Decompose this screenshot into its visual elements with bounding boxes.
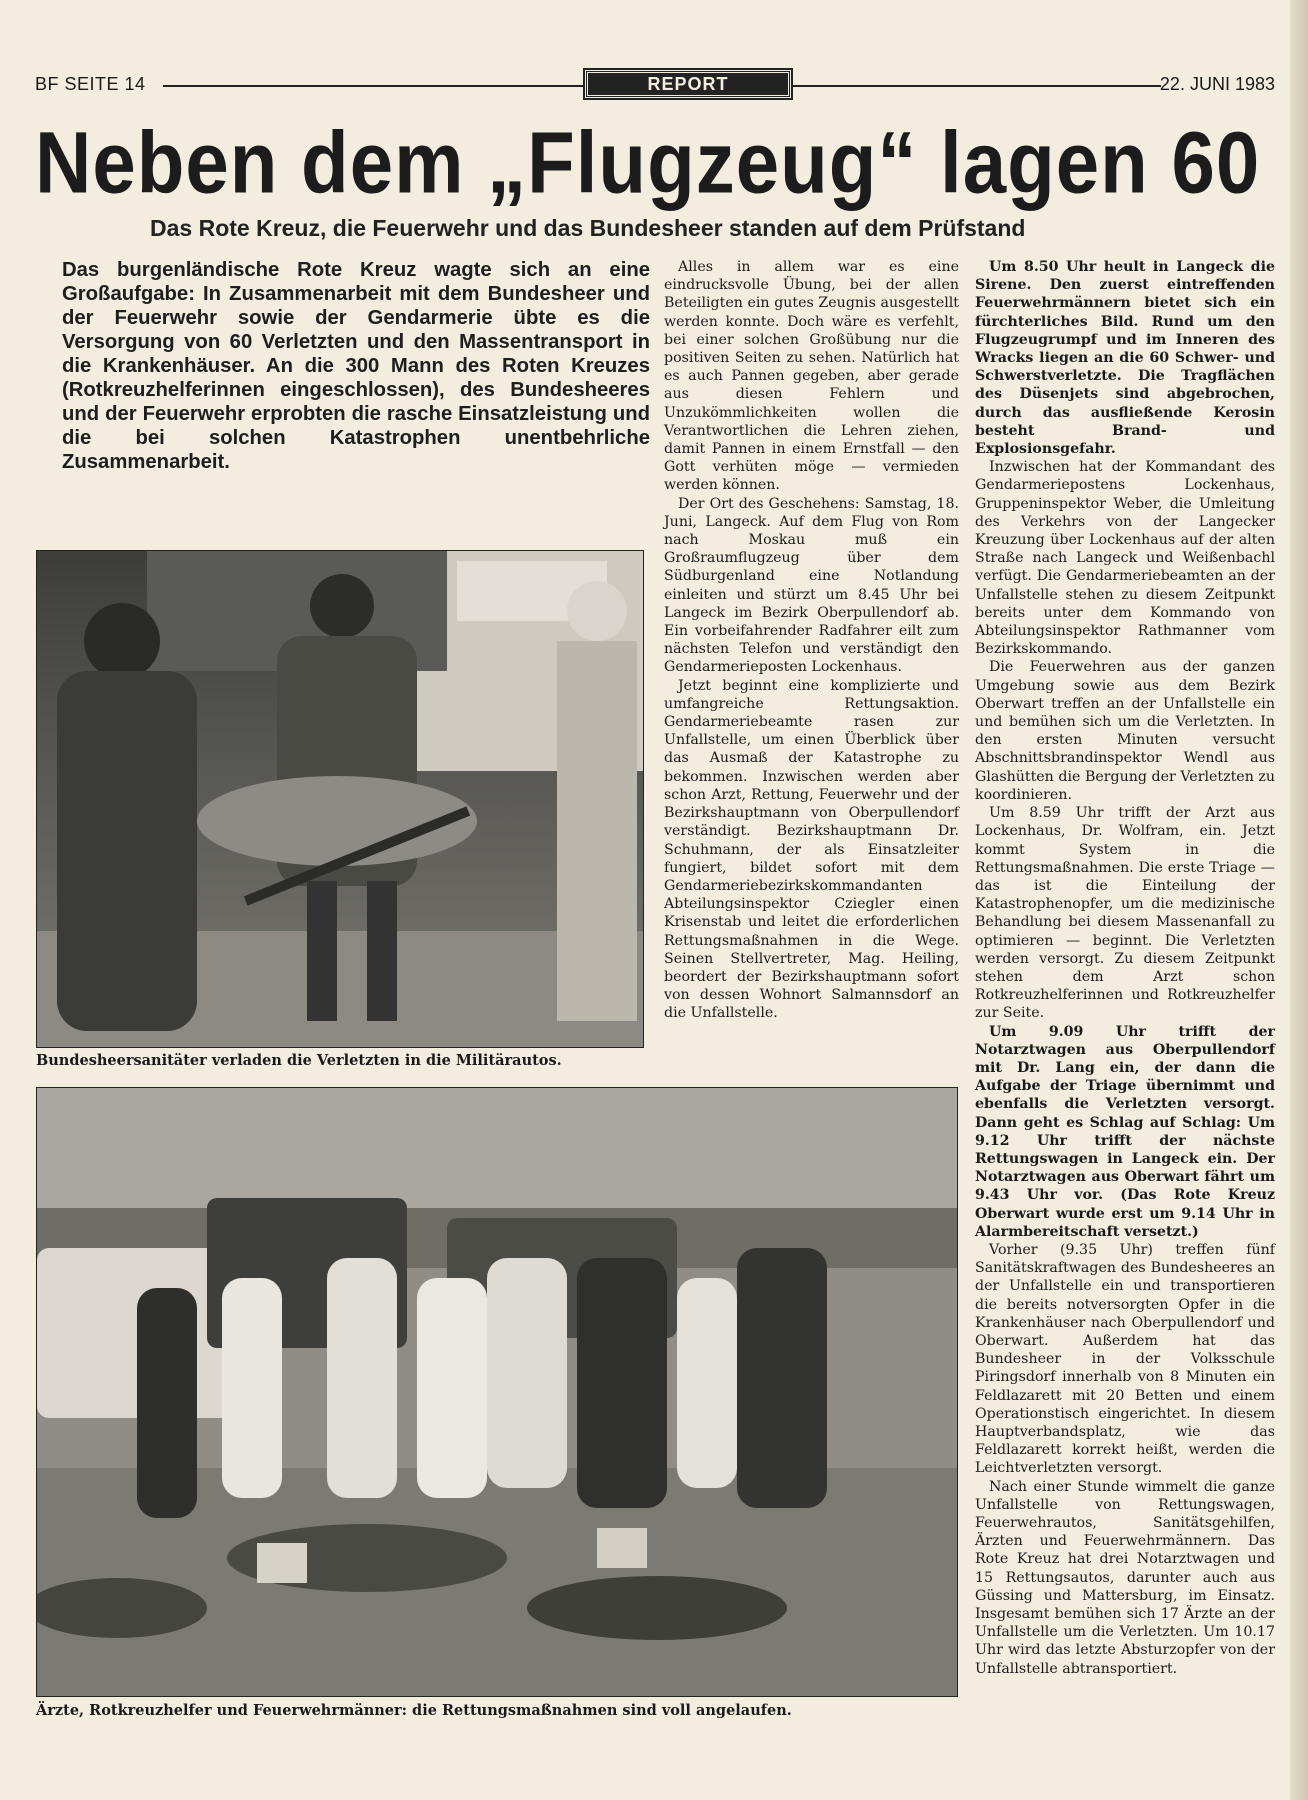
- article-paragraph: Um 8.50 Uhr heult in Langeck die Sirene. Den zuerst eintreffenden Feuerwehrmännern bietet sich ein fürchterliches Bild. Rund um den Flugzeugrumpf und im Inneren des Wracks liegen an die 60 Schwer- und Schwerstverletzte. Die Tragflächen des Düsenjets sind abgebrochen, durch das ausfließende Kerosin besteht Brand- und Explosionsgefahr.: [975, 259, 1275, 458]
- article-paragraph: Vorher (9.35 Uhr) treffen fünf Sanitätskraftwagen des Bundesheeres an der Unfallstelle ein und transportieren die bereits notversorgten Opfer in die Krankenhäuser nach Oberpullendorf und Oberwart. Außerdem hat das Bundesheer in der Volksschule Piringsdorf innerhalb von 8 Minuten ein Feldlazarett mit 20 Betten und einem Operationstisch eingerichtet. In diesem Hauptverbandsplatz, wie das Feldlazarett korrekt heißt, werden die Leichtverletzten versorgt.: [975, 1241, 1275, 1477]
- photo-rescue-scene: [36, 1087, 958, 1697]
- article-paragraph: Alles in allem war es eine eindrucksvolle Übung, bei der allen Beteiligten ein gutes Zeugnis ausgestellt werden konnte. Doch wäre es verfehlt, bei einer solchen Großübung nur die positiven Seiten zu sehen. Natürlich hat es auch Pannen gegeben, aber gerade aus diesen Fehlern und Unzukömmlichkeiten wollen die Verantwortlichen die Lehren ziehen, damit Pannen in einem Ernstfall — den Gott verhüten möge — vermieden werden können.: [664, 259, 959, 494]
- article-paragraph: Die Feuerwehren aus der ganzen Umgebung sowie aus dem Bezirk Oberwart treffen an der Unfallstelle ein und bemühen sich um die Verletzten. In den ersten Minuten versucht Abschnittsbrandinspektor Wendl aus Glashütten die Bergung der Verletzten zu koordinieren.: [975, 659, 1275, 803]
- photo-stretcher-illustration: [37, 551, 643, 1047]
- article-column-3: [975, 258, 1275, 1678]
- page-number: BF SEITE 14: [35, 74, 146, 94]
- page-edge: [1290, 0, 1308, 1800]
- header-rule-left: [163, 85, 583, 87]
- photo-caption: Bundesheersanitäter verladen die Verletzten in die Militärautos.: [36, 1052, 562, 1069]
- section-badge: REPORT: [585, 70, 791, 98]
- subheadline: Das Rote Kreuz, die Feuerwehr und das Bundesheer standen auf dem Prüfstand: [150, 215, 1026, 241]
- headline: Neben dem „Flugzeug“ lagen 60: [35, 113, 1261, 212]
- article-paragraph: Der Ort des Geschehens: Samstag, 18. Juni, Langeck. Auf dem Flug von Rom nach Moskau muß ein Großraumflugzeug über dem Südburgenland eine Notlandung einleiten und stürzt um 8.45 Uhr bei Langeck im Bezirk Oberpullendorf ab. Ein vorbeifahrender Radfahrer eilt zum nächsten Telefon und verständigt den Gendarmerieposten Lockenhaus.: [664, 495, 959, 676]
- article-paragraph: Um 8.59 Uhr trifft der Arzt aus Lockenhaus, Dr. Wolfram, ein. Jetzt kommt System in die Rettungsmaßnahmen. Die erste Triage — das ist die Einteilung der Katastrophenopfer, um die medizinische Behandlung bei diesem Massenanfall zu optimieren — beginnt. Die Verletzten werden versorgt. Zu diesem Zeitpunkt stehen dem Arzt schon Rotkreuzhelferinnen und Rotkreuzhelfer zur Seite.: [975, 805, 1275, 1022]
- article-paragraph: Um 9.09 Uhr trifft der Notarztwagen aus Oberpullendorf mit Dr. Lang ein, der dann die Aufgabe der Triage übernimmt und ebenfalls die Verletzten versorgt. Dann geht es Schlag auf Schlag: Um 9.12 Uhr trifft der nächste Rettungswagen in Langeck ein. Der Notarztwagen aus Oberwart fährt um 9.43 Uhr vor. (Das Rote Kreuz Oberwart wurde erst um 9.14 Uhr in Alarmbereitschaft versetzt.): [975, 1023, 1275, 1240]
- article-paragraph: Nach einer Stunde wimmelt die ganze Unfallstelle von Rettungswagen, Feuerwehrautos, Sanitätsgehilfen, Ärzten und Feuerwehrmännern. Das Rote Kreuz hat drei Notarztwagen und 15 Rettungsautos, darunter auch aus Güssing und Mattersburg, im Einsatz. Insgesamt bemühen sich 17 Ärzte an der Unfallstelle um die Verletzten. Um 10.17 Uhr wird das letzte Absturzopfer von der Unfallstelle abtransportiert.: [975, 1478, 1275, 1677]
- article-paragraph: Inzwischen hat der Kommandant des Gendarmeriepostens Lockenhaus, Gruppeninspektor Weber, die Umleitung des Verkehrs von der Langecker Kreuzung über Lockenhaus auf der alten Straße nach Langeck und Weißenbachl verfügt. Die Gendarmeriebeamten an der Unfallstelle stehen zu diesem Zeitpunkt bereits unter dem Kommando von Abteilungsinspektor Rathmanner vom Bezirkskommando.: [975, 459, 1275, 658]
- photo-rescue-illustration: [37, 1088, 957, 1696]
- photo-caption: Ärzte, Rotkreuzhelfer und Feuerwehrmänner: die Rettungsmaßnahmen sind voll angelaufen.: [36, 1702, 792, 1719]
- article-paragraph: Jetzt beginnt eine komplizierte und umfangreiche Rettungsaktion. Gendarmeriebeamte rasen zur Unfallstelle, um einen Überblick über das Ausmaß der Katastrophe zu bekommen. Inzwischen werden aber schon Arzt, Rettung, Feuerwehr und der Bezirkshauptmann von Oberpullendorf verständigt. Bezirkshauptmann Dr. Schuhmann, der als Einsatzleiter fungiert, bildet sofort mit dem Gendarmeriebezirkskommandanten Abteilungsinspektor Cziegler einen Krisenstab und leitet die erforderlichen Rettungsmaßnahmen in die Wege. Seinen Stellvertreter, Mag. Heiling, beordert der Bezirkshauptmann sofort von dessen Wohnort Salmannsdorf an die Unfallstelle.: [664, 677, 959, 1022]
- article-column-2: [664, 258, 959, 1023]
- photo-stretcher-loading: [36, 550, 644, 1048]
- header-rule-right: [793, 85, 1161, 87]
- page-header: [35, 70, 1275, 100]
- lead-paragraph: Das burgenländische Rote Kreuz wagte sich an eine Großaufgabe: In Zusammenarbeit mit dem Bundesheer und der Feuerwehr sowie der Gendarmerie übte es die Versorgung von 60 Verletzten und den Massentransport in die Krankenhäuser. An die 300 Mann des Roten Kreuzes (Rotkreuzhelferinnen eingeschlossen), des Bundesheeres und der Feuerwehr erprobten die rasche Einsatzleistung und die bei solchen Katastrophen unentbehrliche Zusammenarbeit.: [62, 259, 650, 473]
- issue-date: 22. JUNI 1983: [1159, 74, 1275, 94]
